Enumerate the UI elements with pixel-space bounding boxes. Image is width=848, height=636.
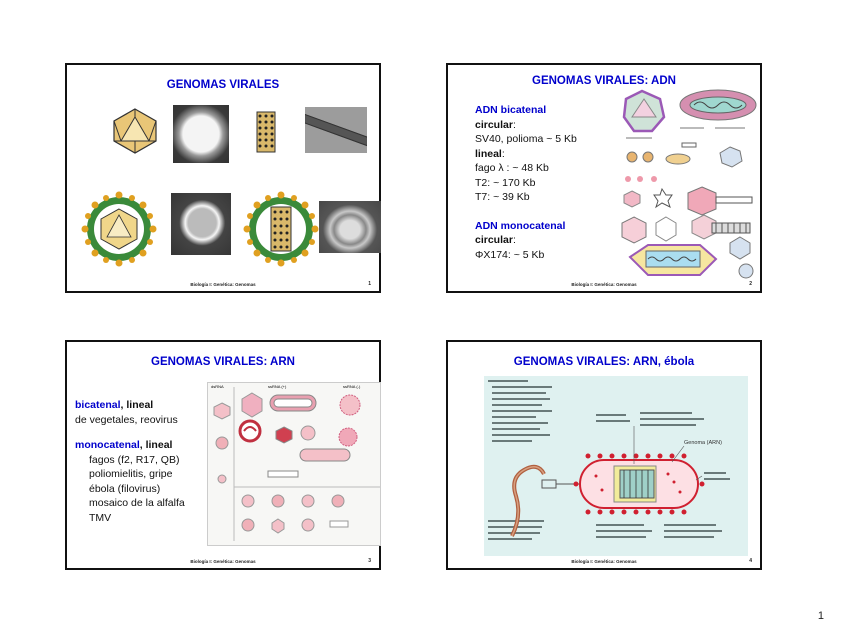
circular-label: circular	[475, 118, 513, 131]
adn-bicatenal-heading: ADN bicatenal	[475, 104, 547, 116]
colon: :	[512, 234, 516, 246]
slide-footer: Biología I: Genética: Genomas	[190, 282, 256, 287]
slide-title: GENOMAS VIRALES: ARN	[151, 356, 295, 368]
slide-number: 4	[749, 558, 752, 564]
list-item: fagos (f2, R17, QB)	[89, 453, 180, 466]
slide-2	[446, 63, 762, 293]
slide-title: GENOMAS VIRALES: ARN, ébola	[513, 356, 695, 368]
slide-footer: Biología I: Genética: Genomas	[571, 282, 637, 287]
circular-label: circular	[475, 234, 513, 246]
enveloped-helical-icon	[243, 191, 319, 267]
slide-number: 3	[368, 558, 371, 564]
em-photo-icosahedral-virus	[173, 105, 229, 163]
ebola-virus-figure	[484, 376, 748, 556]
adn-monocatenal-heading: ADN monocatenal	[475, 219, 566, 232]
phix174-value: ΦX174: ~ 5 Kb	[475, 248, 545, 261]
colon: :	[501, 147, 505, 160]
rna-virus-families-figure	[207, 382, 381, 546]
list-item: mosaico de la alfalfa	[89, 497, 185, 509]
helical-capsid-icon	[253, 110, 279, 154]
slide-3	[65, 340, 381, 570]
em-photo-rod-virus	[305, 107, 367, 153]
bicatenal-description: de vegetales, reovirus	[75, 413, 178, 426]
enveloped-icosahedral-icon	[81, 191, 157, 267]
colon: :	[512, 118, 516, 131]
lineal-label: , lineal	[120, 399, 154, 411]
monocatenal-label: monocatenal	[75, 439, 140, 451]
fig-header-dsrna: dsRNA	[211, 384, 224, 389]
bicatenal-label: bicatenal	[75, 399, 121, 411]
t2-value: T2: ~ 170 Kb	[475, 176, 536, 189]
fago-lambda-value: fago λ : ~ 48 Kb	[475, 162, 549, 174]
arn-text-block	[75, 398, 185, 525]
lineal-label: , lineal	[139, 439, 173, 451]
adn-text-block	[475, 103, 577, 262]
list-item: poliomielitis, gripe	[89, 468, 173, 480]
em-photo-enveloped-virus	[171, 193, 231, 255]
circular-value: SV40, polioma ~ 5 Kb	[475, 133, 577, 145]
slide-footer: Biología I: Genética: Genomas	[190, 559, 256, 564]
slide-title: GENOMAS VIRALES	[166, 79, 280, 91]
slide-number: 1	[368, 281, 371, 287]
fig-header-ssrna-plus: ssRNA (+)	[268, 384, 287, 389]
slide-1	[65, 63, 381, 293]
icosahedral-capsid-icon	[112, 107, 158, 155]
slide-title: GENOMAS VIRALES: ADN	[532, 75, 676, 87]
genoma-arn-label: Genoma (ARN)	[684, 440, 722, 446]
slide-number: 2	[749, 281, 752, 287]
page-number: 1	[817, 610, 824, 622]
em-photo-helical-enveloped-virus	[319, 201, 381, 253]
fig-header-ssrna-minus: ssRNA (-)	[343, 384, 361, 389]
list-item: TMV	[89, 511, 112, 524]
dna-virus-families-figure	[620, 87, 760, 287]
slide-footer: Biología I: Genética: Genomas	[571, 559, 637, 564]
list-item: ébola (filovirus)	[89, 482, 161, 495]
t7-value: T7: ~ 39 Kb	[475, 191, 530, 203]
lineal-label: lineal	[475, 147, 502, 160]
slide-4	[446, 340, 762, 570]
